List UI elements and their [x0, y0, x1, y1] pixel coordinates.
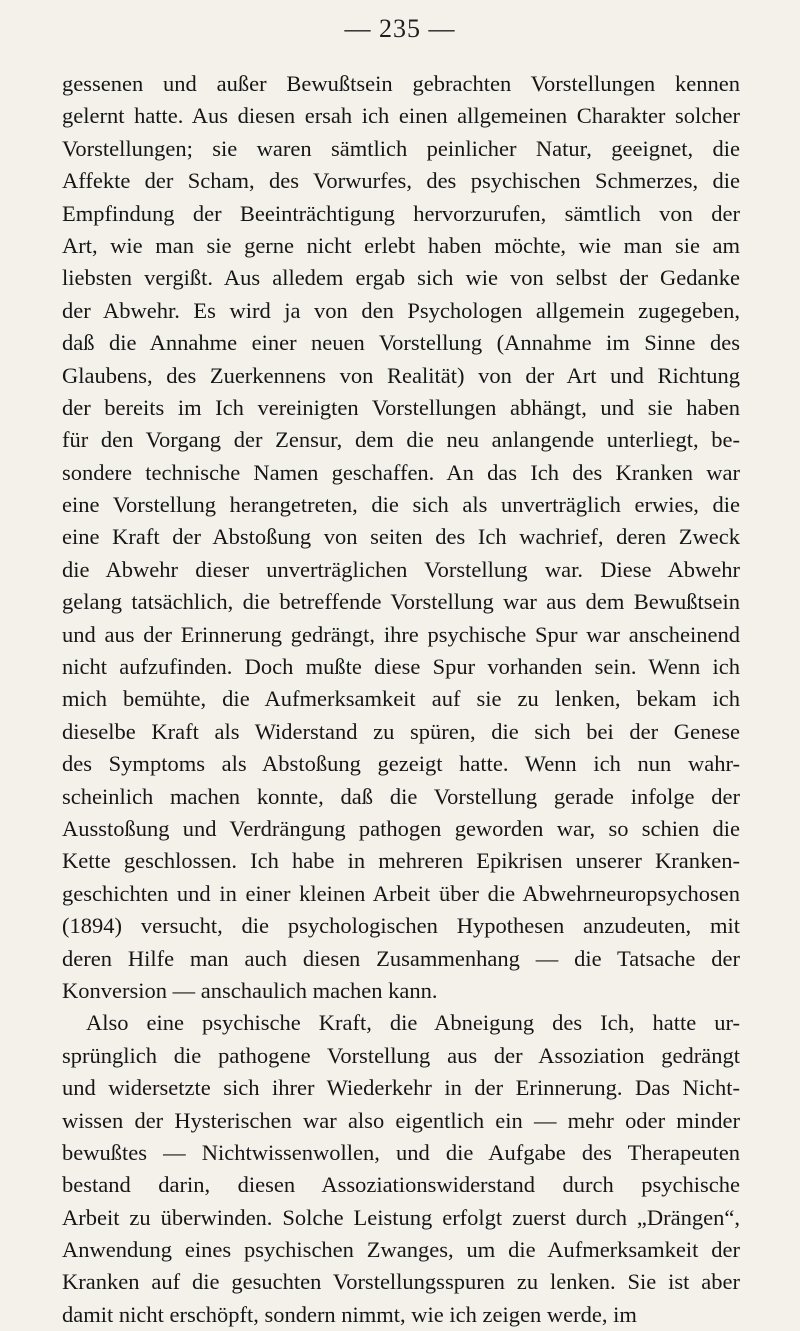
- text-line: Anwendung eines psychischen Zwanges, um die Aufmerksamkeit der: [62, 1237, 740, 1263]
- text-line: geschichten und in einer kleinen Arbeit über die Abwehrneuropsychosen: [62, 880, 740, 906]
- text-line: der bereits im Ich vereinigten Vorstellungen abhängt, und sie haben: [62, 394, 740, 420]
- text-line: scheinlich machen konnte, daß die Vorstellung gerade infolge der: [62, 783, 740, 809]
- text-line: (1894) versucht, die psychologischen Hypothesen anzudeuten, mit: [62, 913, 740, 939]
- text-line: bestand darin, diesen Assoziationswiderstand durch psychische: [62, 1172, 740, 1198]
- text-line: nicht aufzufinden. Doch mußte diese Spur vorhanden sein. Wenn ich: [62, 654, 740, 680]
- text-line: eine Kraft der Abstoßung von seiten des Ich wachrief, deren Zweck: [62, 524, 740, 550]
- text-line: des Symptoms als Abstoßung gezeigt hatte. Wenn ich nun wahr-: [62, 751, 740, 777]
- text-line: gelernt hatte. Aus diesen ersah ich einen allgemeinen Charakter solcher: [62, 103, 740, 129]
- text-line: bewußtes — Nichtwissenwollen, und die Aufgabe des Therapeuten: [62, 1139, 740, 1165]
- text-line: wissen der Hysterischen war also eigentlich ein — mehr oder minder: [62, 1107, 740, 1133]
- body-text: [62, 68, 740, 1331]
- text-line: Affekte der Scham, des Vorwurfes, des psychischen Schmerzes, die: [62, 168, 740, 194]
- text-line: daß die Annahme einer neuen Vorstellung (Annahme im Sinne des: [62, 330, 740, 356]
- text-line: für den Vorgang der Zensur, dem die neu anlangende unterliegt, be-: [62, 427, 740, 453]
- text-line: Also eine psychische Kraft, die Abneigung des Ich, hatte ur-: [86, 1010, 740, 1036]
- text-line: gessenen und außer Bewußtsein gebrachten Vorstellungen kennen: [62, 71, 740, 96]
- text-line: deren Hilfe man auch diesen Zusammenhang — die Tatsache der: [62, 945, 740, 971]
- text-line: liebsten vergißt. Aus alledem ergab sich wie von selbst der Gedanke: [62, 265, 740, 291]
- text-line: Art, wie man sie gerne nicht erlebt haben möchte, wie man sie am: [62, 232, 740, 258]
- text-line: sondere technische Namen geschaffen. An das Ich des Kranken war: [62, 459, 740, 485]
- text-line: eine Vorstellung herangetreten, die sich als unverträglich erwies, die: [62, 492, 740, 518]
- text-line: Arbeit zu überwinden. Solche Leistung erfolgt zuerst durch „Drängen“,: [62, 1204, 740, 1230]
- text-line: gelang tatsächlich, die betreffende Vorstellung war aus dem Bewußtsein: [62, 589, 740, 615]
- text-line: Empfindung der Beeinträchtigung hervorzurufen, sämtlich von der: [62, 200, 740, 226]
- text-line: sprünglich die pathogene Vorstellung aus der Assoziation gedrängt: [62, 1042, 740, 1068]
- text-line: die Abwehr dieser unverträglichen Vorstellung war. Diese Abwehr: [62, 556, 740, 582]
- text-line: Konversion — anschaulich machen kann.: [62, 977, 438, 1003]
- page-number: — 235 —: [344, 14, 456, 43]
- text-line: der Abwehr. Es wird ja von den Psychologen allgemein zugegeben,: [62, 297, 740, 323]
- text-line: Vorstellungen; sie waren sämtlich peinlicher Natur, geeignet, die: [62, 135, 740, 161]
- text-line: und widersetzte sich ihrer Wiederkehr in der Erinnerung. Das Nicht-: [62, 1075, 740, 1101]
- text-line: dieselbe Kraft als Widerstand zu spüren, die sich bei der Genese: [62, 718, 740, 744]
- text-line: und aus der Erinnerung gedrängt, ihre psychische Spur war anscheinend: [62, 621, 740, 647]
- text-line: mich bemühte, die Aufmerksamkeit auf sie zu lenken, bekam ich: [62, 686, 740, 712]
- text-line: Kranken auf die gesuchten Vorstellungsspuren zu lenken. Sie ist aber: [62, 1269, 740, 1295]
- text-line: Glaubens, des Zuerkennens von Realität) von der Art und Richtung: [62, 362, 740, 388]
- text-line: Ausstoßung und Verdrängung pathogen geworden war, so schien die: [62, 815, 740, 841]
- text-line: Kette geschlossen. Ich habe in mehreren Epikrisen unserer Kranken-: [62, 848, 740, 874]
- text-line: damit nicht erschöpft, sondern nimmt, wie ich zeigen werde, im: [62, 1301, 637, 1327]
